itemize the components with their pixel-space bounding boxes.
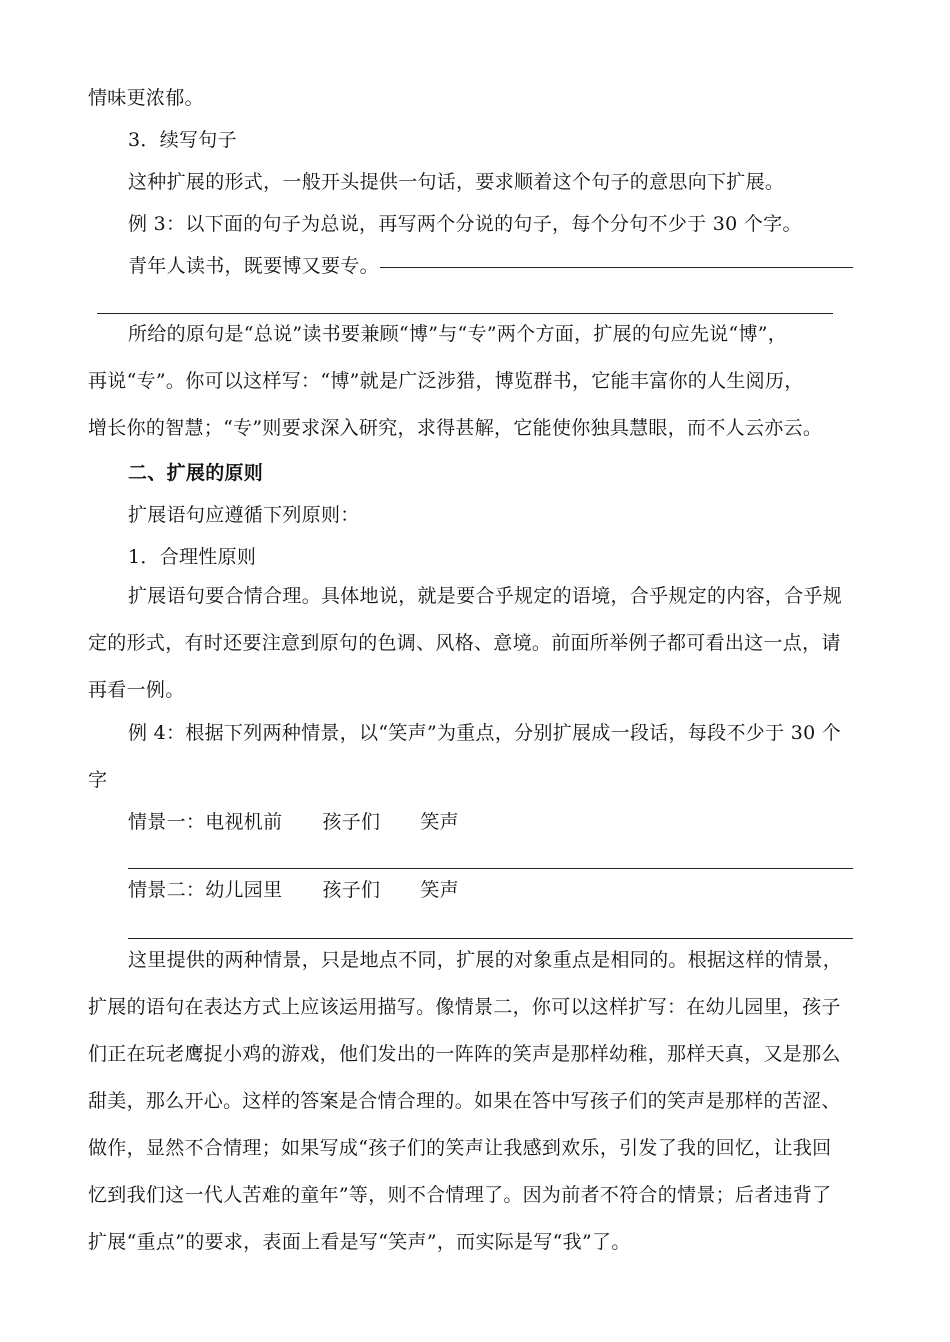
- paragraph-text: 再看一例。: [88, 679, 185, 701]
- scene-1-line: [128, 810, 459, 834]
- answer-blank-line: [128, 868, 853, 869]
- example-4-text: 例 4：根据下列两种情景，以“笑声”为重点，分别扩展成一段话，每段不少于 30 个: [128, 722, 842, 744]
- answer-blank-line: [128, 938, 853, 939]
- paragraph-text: 这种扩展的形式，一般开头提供一句话，要求顺着这个句子的意思向下扩展。: [128, 171, 785, 193]
- scene-who: 孩子们: [322, 811, 381, 833]
- paragraph-text: 扩展的语句在表达方式上应该运用描写。像情景二，你可以这样扩写：在幼儿园里，孩子: [88, 996, 841, 1018]
- paragraph-text: 所给的原句是“总说”读书要兼顾“博”与“专”两个方面，扩展的句应先说“博”，: [128, 323, 788, 345]
- example-3-prompt: 青年人读书，既要博又要专。: [128, 255, 379, 277]
- paragraph-text: 扩展语句应遵循下列原则：: [128, 504, 360, 526]
- example-4-text: 字: [88, 769, 108, 791]
- paragraph-text: 再说“专”。你可以这样写：“博”就是广泛涉猎，博览群书，它能丰富你的人生阅历，: [88, 370, 804, 392]
- paragraph-text: 扩展语句要合情合理。具体地说，就是要合乎规定的语境，合乎规定的内容，合乎规: [128, 585, 843, 607]
- scene-what: 笑声: [420, 811, 459, 833]
- scene-label: 情景二：幼儿园里: [128, 879, 283, 901]
- paragraph-tail: 情味更浓郁。: [88, 87, 204, 109]
- example-3-text: 例 3：以下面的句子为总说，再写两个分说的句子，每个分句不少于 30 个字。: [128, 213, 802, 235]
- paragraph-text: 扩展“重点”的要求，表面上看是写“笑声”，而实际是写“我”了。: [88, 1231, 631, 1253]
- answer-blank-line: [97, 313, 833, 314]
- scene-2-line: [128, 878, 459, 902]
- paragraph-text: 这里提供的两种情景，只是地点不同，扩展的对象重点是相同的。根据这样的情景，: [128, 949, 843, 971]
- paragraph-text: 们正在玩老鹰捉小鸡的游戏，他们发出的一阵阵的笑声是那样幼稚，那样天真，又是那么: [88, 1043, 841, 1065]
- scene-label: 情景一：电视机前: [128, 811, 283, 833]
- answer-blank-line: [380, 267, 853, 268]
- paragraph-text: 增长你的智慧；“专”则要求深入研究，求得甚解，它能使你独具慧眼，而不人云亦云。: [88, 417, 823, 439]
- paragraph-text: 忆到我们这一代人苦难的童年”等，则不合情理了。因为前者不符合的情景；后者违背了: [88, 1184, 832, 1206]
- subsection-heading: 3．续写句子: [128, 129, 237, 151]
- scene-what: 笑声: [420, 879, 459, 901]
- paragraph-text: 定的形式，有时还要注意到原句的色调、风格、意境。前面所举例子都可看出这一点，请: [88, 632, 841, 654]
- paragraph-text: 甜美，那么开心。这样的答案是合情合理的。如果在答中写孩子们的笑声是那样的苦涩、: [88, 1090, 841, 1112]
- section-heading: 二、扩展的原则: [128, 462, 264, 484]
- paragraph-text: 做作，显然不合情理；如果写成“孩子们的笑声让我感到欢乐，引发了我的回忆，让我回: [88, 1137, 832, 1159]
- scene-who: 孩子们: [322, 879, 381, 901]
- subsection-heading: 1．合理性原则: [128, 546, 257, 568]
